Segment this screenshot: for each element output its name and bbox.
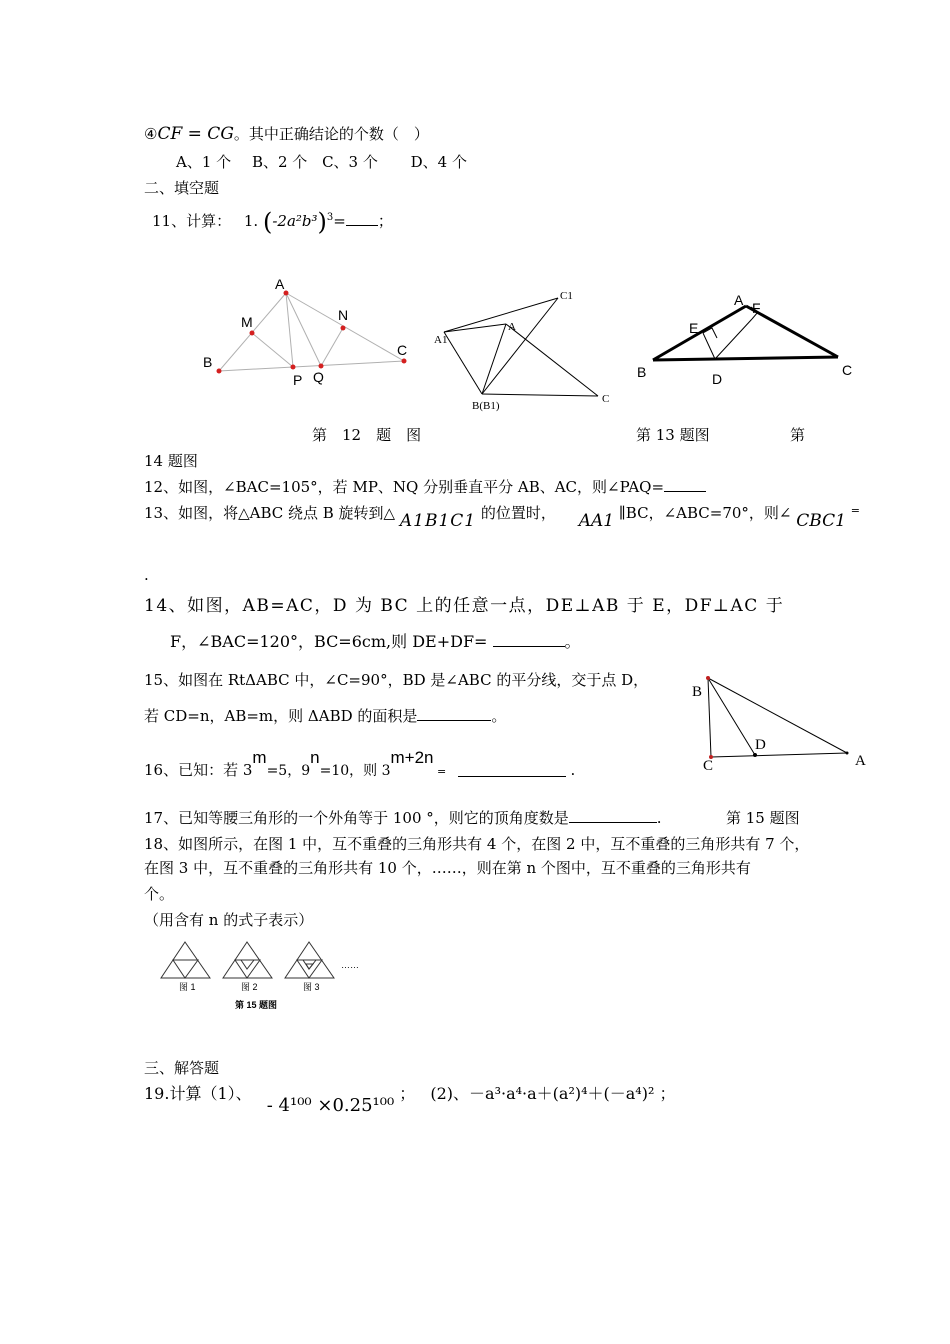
fig15-label-d: D: [755, 737, 766, 753]
q13-text-b: 的位置时，: [480, 504, 556, 522]
fig14-label-a: A: [734, 292, 744, 308]
q15-blank: [417, 707, 491, 721]
caption-14-b: 14 题图: [144, 452, 198, 470]
q10-conclusion-4: [144, 124, 429, 144]
option-d: D、4 个: [410, 153, 467, 171]
fig14-label-f: F: [752, 300, 761, 316]
q18-line1: 18、如图所示，在图 1 中，互不重叠的三角形共有 4 个，在图 2 中，互不重叠的三角形共有 7 个，: [144, 835, 810, 853]
q15-line1: 15、如图在 RtΔABC 中，∠C=90°，BD 是∠ABC 的平分线，交于点 D，: [144, 671, 649, 689]
q13-segment: AA1: [578, 511, 615, 531]
fig15-lines: [708, 678, 847, 757]
q16-blank: [458, 764, 566, 777]
figure-14: [632, 288, 862, 388]
q12: [144, 477, 706, 497]
caption-15: 第 15 题图: [726, 809, 800, 827]
caption-13: 第 13 题图: [636, 426, 710, 444]
option-b: B、2 个: [251, 153, 308, 171]
q15-line2: [144, 706, 506, 726]
q11-exp: 3: [326, 212, 334, 223]
fig18-triangle-1: [161, 942, 210, 978]
circle-4: ④: [144, 125, 158, 143]
fig18-label-1: 图 1: [179, 982, 196, 992]
q16: [144, 748, 575, 778]
fig15-label-c: C: [703, 758, 714, 774]
q14-line2: [170, 632, 581, 652]
q17-end: .: [656, 809, 662, 827]
q16-end: .: [565, 761, 576, 779]
q19-sep: ；: [399, 1084, 416, 1103]
figure-13: [430, 285, 620, 415]
option-a: A、1 个: [176, 153, 232, 171]
fig12-label-q: Q: [313, 369, 324, 385]
q16-eq: =: [433, 765, 450, 778]
fig14-label-d: D: [712, 371, 723, 387]
fig15-point-a: [846, 752, 849, 755]
q16-text-c: =10，则 3: [319, 763, 391, 779]
q11-blank: [346, 213, 378, 226]
q16-exp-m2n: m+2n: [390, 748, 434, 767]
q11-part: 1.: [243, 212, 259, 230]
q19-label: 19.计算（1）、: [144, 1084, 252, 1103]
q11-label: 11、计算：: [152, 212, 232, 230]
fig12-label-n: N: [338, 307, 349, 323]
fig12-lines: [219, 293, 404, 371]
q15-end: 。: [491, 707, 507, 725]
figure-18: [155, 936, 370, 1016]
fig12-label-a: A: [275, 276, 285, 292]
q11-eq: =: [333, 212, 346, 230]
q10-options: [176, 152, 467, 172]
q16-exp-n: n: [310, 748, 320, 767]
q12-text: 12、如图，∠BAC=105°，若 MP、NQ 分别垂直平分 AB、AC，则∠PAQ=: [144, 478, 665, 496]
fig12-label-b: B: [203, 354, 213, 370]
fig18-triangle-2: [223, 942, 272, 978]
q19: [144, 1084, 675, 1118]
paren-open: (: [262, 208, 273, 236]
fig18-caption: 第 15 题图: [235, 1000, 278, 1010]
q14-text: F，∠BAC=120°，BC=6cm,则 DE+DF=: [170, 632, 493, 651]
option-c: C、3 个: [322, 153, 378, 171]
q16-text-a: 16、已知：若 3: [144, 761, 253, 779]
q13-triangle: A1B1C1: [399, 511, 477, 531]
q13-text-a: 13、如图，将△ABC 绕点 B 旋转到△: [144, 504, 396, 522]
fig14-label-e: E: [689, 320, 699, 336]
caption-14-a: 第: [790, 426, 806, 444]
q16-exp-m: m: [252, 748, 267, 767]
q14-blank: [493, 632, 565, 647]
q18-line4: （用含有 n 的式子表示）: [144, 911, 314, 929]
section-3-title: 三、解答题: [144, 1059, 220, 1077]
fig13-label-c1: C1: [560, 290, 573, 302]
q19-expr1: - 4¹⁰⁰ ×0.25¹⁰⁰: [266, 1095, 395, 1116]
q16-text-b: =5，9: [266, 763, 311, 779]
fig13-label-c: C: [602, 393, 610, 405]
q19-expr2: (2)、－a³·a⁴·a＋(a²)⁴＋(－a⁴)²: [430, 1084, 655, 1103]
stray-dot: .: [144, 566, 149, 584]
q13-eq: =: [850, 504, 860, 517]
fig18-label-2: 图 2: [241, 982, 258, 992]
fig15-point-d: [753, 753, 757, 757]
q11: [152, 208, 393, 236]
q18-line2: 在图 3 中，互不重叠的三角形共有 10 个，……，则在第 n 个图中，互不重叠的三角形共有: [144, 859, 751, 877]
fig18-triangle-3: [285, 942, 334, 978]
q17-blank: [569, 809, 657, 823]
q11-end: ；: [377, 212, 393, 230]
q11-base: -2a²b³: [272, 212, 318, 230]
fig12-points: [217, 291, 407, 374]
fig13-label-a: A: [508, 321, 516, 333]
fig14-lines: [653, 306, 838, 360]
paren-close: ): [317, 208, 327, 236]
q19-end: ；: [659, 1084, 676, 1103]
q17-text: 17、已知等腰三角形的一个外角等于 100 °，则它的顶角度数是: [144, 809, 569, 827]
fig18-dots: ……: [341, 960, 359, 970]
q13-text-c: ∥BC，∠ABC=70°，则∠: [618, 504, 792, 522]
fig14-label-c: C: [842, 362, 853, 378]
q18-line3: 个。: [144, 885, 175, 903]
figure-12: [195, 275, 425, 390]
q13: [144, 503, 860, 533]
fig13-label-b: B(B1): [472, 400, 500, 412]
fig15-label-b: B: [692, 684, 703, 700]
fig12-label-c: C: [397, 342, 408, 358]
fig12-label-m: M: [241, 314, 253, 330]
q14-end: 。: [564, 632, 581, 651]
fig15-label-a: A: [855, 753, 866, 769]
cf-cg-expr: CF = CG: [157, 124, 234, 144]
caption-12: 第 12 题 图: [312, 426, 422, 444]
fig18-label-3: 图 3: [303, 982, 320, 992]
fig12-label-p: P: [293, 372, 303, 388]
fig13-lines: [444, 298, 598, 396]
q14-line1: 14、如图，AB=AC，D 为 BC 上的任意一点，DE⊥AB 于 E，DF⊥AC 于: [144, 596, 785, 616]
fig14-label-b: B: [637, 364, 647, 380]
figure-15: [685, 670, 875, 780]
q17: [144, 808, 662, 828]
q10-text: 。其中正确结论的个数（ ）: [233, 125, 429, 143]
q15-text: 若 CD=n，AB=m，则 ΔABD 的面积是: [144, 707, 418, 725]
q13-angle: CBC1: [796, 511, 846, 531]
section-2-title: 二、填空题: [144, 179, 220, 197]
fig13-label-a1: A1: [434, 334, 448, 346]
q12-blank: [664, 478, 706, 492]
